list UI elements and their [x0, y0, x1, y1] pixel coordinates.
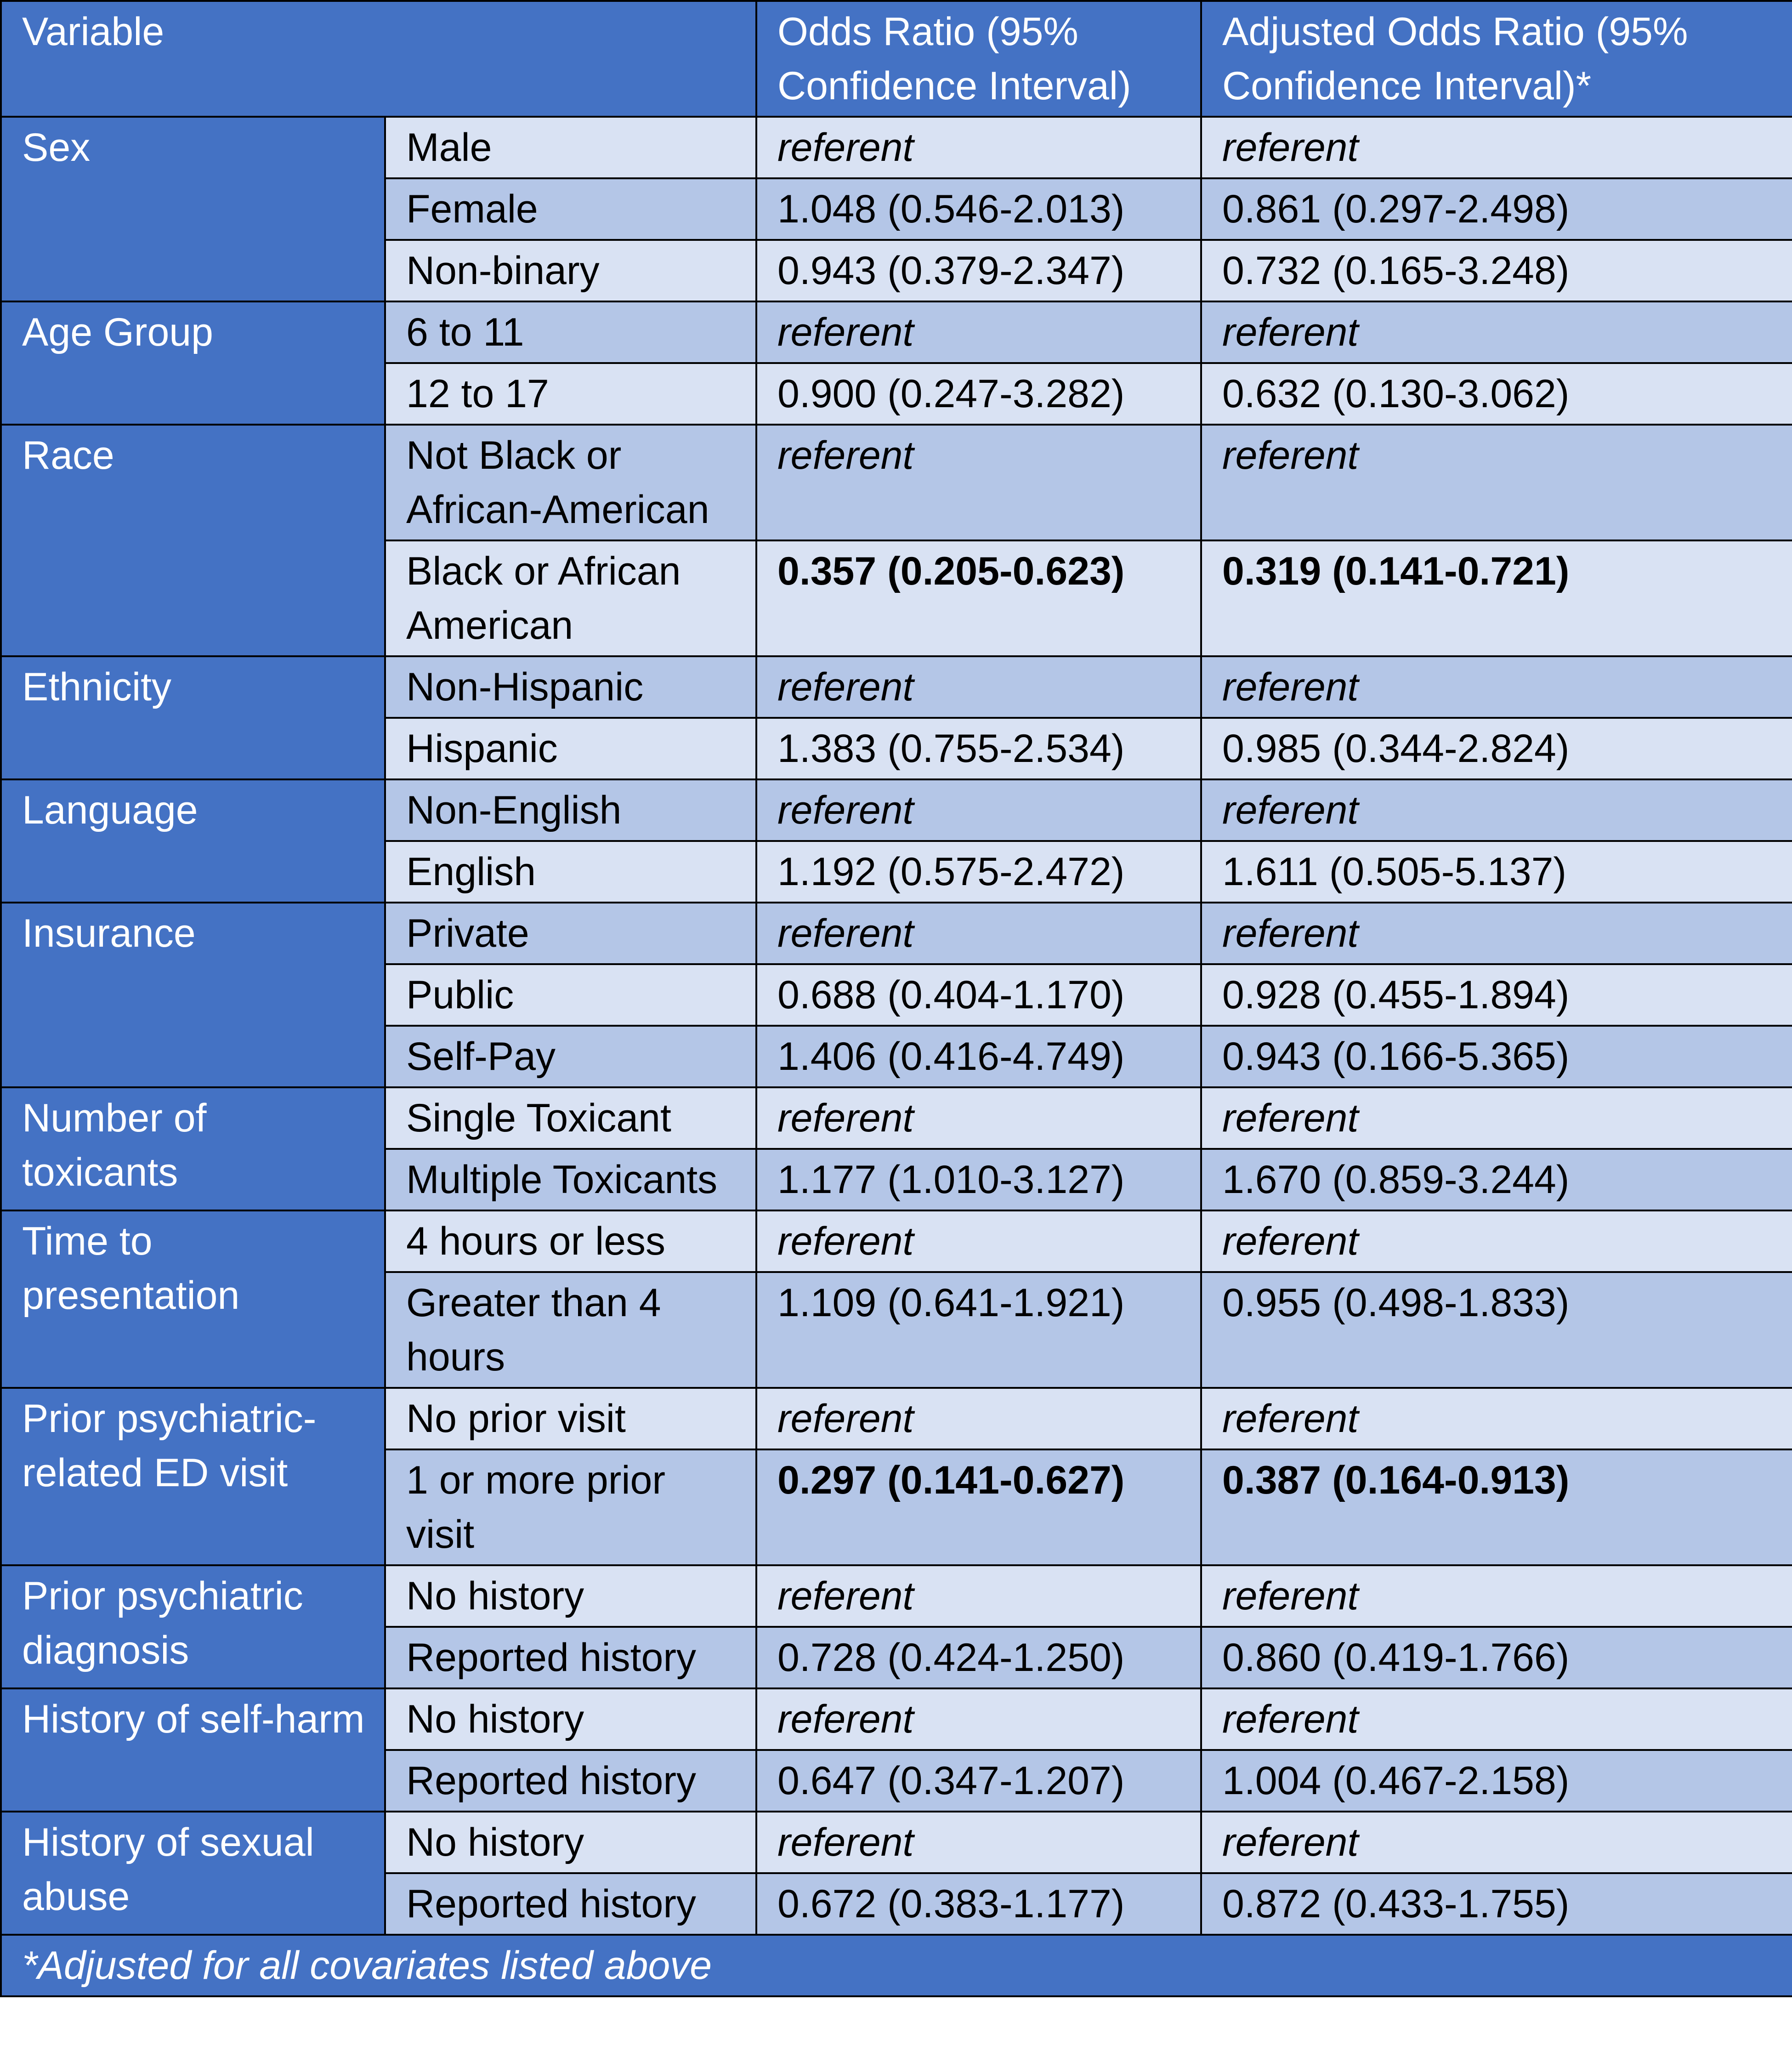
- level-cell: Reported history: [385, 1750, 756, 1812]
- header-row: [1, 1, 1792, 117]
- adjusted-odds-ratio-cell: referent: [1201, 1688, 1792, 1750]
- variable-cell: Time to presentation: [1, 1210, 385, 1388]
- odds-ratio-cell: 0.728 (0.424-1.250): [756, 1627, 1201, 1688]
- level-cell: English: [385, 841, 756, 903]
- adjusted-odds-ratio-cell: 0.860 (0.419-1.766): [1201, 1627, 1792, 1688]
- level-cell: No history: [385, 1565, 756, 1627]
- table-row: [1, 1210, 1792, 1272]
- adjusted-odds-ratio-cell: 0.985 (0.344-2.824): [1201, 718, 1792, 779]
- table-row: [1, 903, 1792, 964]
- odds-ratio-cell: 0.900 (0.247-3.282): [756, 363, 1201, 425]
- adjusted-odds-ratio-cell: 1.611 (0.505-5.137): [1201, 841, 1792, 903]
- odds-ratio-cell: referent: [756, 1812, 1201, 1873]
- adjusted-odds-ratio-cell: referent: [1201, 1812, 1792, 1873]
- footnote: *Adjusted for all covariates listed above: [1, 1935, 1792, 1996]
- level-cell: Private: [385, 903, 756, 964]
- adjusted-odds-ratio-cell: referent: [1201, 425, 1792, 540]
- adjusted-odds-ratio-cell: 0.632 (0.130-3.062): [1201, 363, 1792, 425]
- level-cell: Public: [385, 964, 756, 1026]
- variable-cell: Language: [1, 779, 385, 903]
- level-cell: Hispanic: [385, 718, 756, 779]
- table-row: [1, 779, 1792, 841]
- level-cell: Not Black or African-American: [385, 425, 756, 540]
- adjusted-odds-ratio-cell: 0.319 (0.141-0.721): [1201, 540, 1792, 656]
- table-row: [1, 656, 1792, 718]
- level-cell: Greater than 4 hours: [385, 1272, 756, 1388]
- variable-cell: Age Group: [1, 301, 385, 425]
- variable-cell: History of sexual abuse: [1, 1812, 385, 1935]
- level-cell: Non-binary: [385, 240, 756, 301]
- variable-cell: Race: [1, 425, 385, 656]
- table-row: [1, 1388, 1792, 1449]
- odds-ratio-cell: referent: [756, 425, 1201, 540]
- level-cell: Reported history: [385, 1627, 756, 1688]
- odds-ratio-cell: referent: [756, 656, 1201, 718]
- header-odds-ratio: Odds Ratio (95% Confidence Interval): [756, 1, 1201, 117]
- adjusted-odds-ratio-cell: referent: [1201, 656, 1792, 718]
- level-cell: Black or African American: [385, 540, 756, 656]
- level-cell: Non-Hispanic: [385, 656, 756, 718]
- table-row: [1, 1812, 1792, 1873]
- adjusted-odds-ratio-cell: referent: [1201, 1087, 1792, 1149]
- odds-ratio-cell: referent: [756, 1688, 1201, 1750]
- adjusted-odds-ratio-cell: 0.955 (0.498-1.833): [1201, 1272, 1792, 1388]
- level-cell: Self-Pay: [385, 1026, 756, 1087]
- odds-ratio-cell: 1.048 (0.546-2.013): [756, 178, 1201, 240]
- table-row: [1, 425, 1792, 540]
- odds-ratio-cell: referent: [756, 1210, 1201, 1272]
- table-row: [1, 301, 1792, 363]
- level-cell: Male: [385, 117, 756, 178]
- level-cell: No history: [385, 1812, 756, 1873]
- adjusted-odds-ratio-cell: 1.670 (0.859-3.244): [1201, 1149, 1792, 1210]
- level-cell: Non-English: [385, 779, 756, 841]
- variable-cell: Prior psychiatric-related ED visit: [1, 1388, 385, 1565]
- level-cell: 6 to 11: [385, 301, 756, 363]
- odds-ratio-cell: 0.672 (0.383-1.177): [756, 1873, 1201, 1935]
- table-row: [1, 1087, 1792, 1149]
- level-cell: Female: [385, 178, 756, 240]
- variable-cell: Sex: [1, 117, 385, 301]
- table-row: [1, 117, 1792, 178]
- level-cell: Reported history: [385, 1873, 756, 1935]
- adjusted-odds-ratio-cell: 0.928 (0.455-1.894): [1201, 964, 1792, 1026]
- adjusted-odds-ratio-cell: referent: [1201, 1210, 1792, 1272]
- header-adjusted-odds-ratio: Adjusted Odds Ratio (95% Confidence Interval)*: [1201, 1, 1792, 117]
- table-row: [1, 1688, 1792, 1750]
- variable-cell: History of self-harm: [1, 1688, 385, 1812]
- odds-ratio-cell: referent: [756, 1087, 1201, 1149]
- variable-cell: Ethnicity: [1, 656, 385, 779]
- adjusted-odds-ratio-cell: referent: [1201, 117, 1792, 178]
- adjusted-odds-ratio-cell: referent: [1201, 301, 1792, 363]
- level-cell: No history: [385, 1688, 756, 1750]
- level-cell: No prior visit: [385, 1388, 756, 1449]
- odds-ratio-cell: 0.647 (0.347-1.207): [756, 1750, 1201, 1812]
- header-variable: Variable: [1, 1, 756, 117]
- variable-cell: Prior psychiatric diagnosis: [1, 1565, 385, 1688]
- variable-cell: Insurance: [1, 903, 385, 1087]
- odds-ratio-cell: referent: [756, 779, 1201, 841]
- odds-ratio-cell: 1.192 (0.575-2.472): [756, 841, 1201, 903]
- odds-ratio-cell: 1.109 (0.641-1.921): [756, 1272, 1201, 1388]
- variable-cell: Number of toxicants: [1, 1087, 385, 1210]
- odds-ratio-cell: 0.357 (0.205-0.623): [756, 540, 1201, 656]
- adjusted-odds-ratio-cell: 0.732 (0.165-3.248): [1201, 240, 1792, 301]
- odds-ratio-cell: referent: [756, 1565, 1201, 1627]
- level-cell: 4 hours or less: [385, 1210, 756, 1272]
- adjusted-odds-ratio-cell: referent: [1201, 1565, 1792, 1627]
- adjusted-odds-ratio-cell: 0.387 (0.164-0.913): [1201, 1449, 1792, 1565]
- odds-ratio-cell: 0.297 (0.141-0.627): [756, 1449, 1201, 1565]
- level-cell: 12 to 17: [385, 363, 756, 425]
- odds-ratio-cell: referent: [756, 301, 1201, 363]
- odds-ratio-cell: 0.943 (0.379-2.347): [756, 240, 1201, 301]
- level-cell: Multiple Toxicants: [385, 1149, 756, 1210]
- odds-ratio-cell: 0.688 (0.404-1.170): [756, 964, 1201, 1026]
- odds-ratio-cell: referent: [756, 1388, 1201, 1449]
- adjusted-odds-ratio-cell: 0.861 (0.297-2.498): [1201, 178, 1792, 240]
- adjusted-odds-ratio-cell: referent: [1201, 903, 1792, 964]
- footnote-row: [1, 1935, 1792, 1996]
- adjusted-odds-ratio-cell: 1.004 (0.467-2.158): [1201, 1750, 1792, 1812]
- odds-ratio-cell: referent: [756, 117, 1201, 178]
- odds-ratio-cell: 1.177 (1.010-3.127): [756, 1149, 1201, 1210]
- odds-ratio-cell: referent: [756, 903, 1201, 964]
- level-cell: 1 or more prior visit: [385, 1449, 756, 1565]
- adjusted-odds-ratio-cell: referent: [1201, 1388, 1792, 1449]
- table-row: [1, 1565, 1792, 1627]
- odds-ratio-cell: 1.383 (0.755-2.534): [756, 718, 1201, 779]
- adjusted-odds-ratio-cell: 0.872 (0.433-1.755): [1201, 1873, 1792, 1935]
- level-cell: Single Toxicant: [385, 1087, 756, 1149]
- adjusted-odds-ratio-cell: 0.943 (0.166-5.365): [1201, 1026, 1792, 1087]
- odds-ratio-cell: 1.406 (0.416-4.749): [756, 1026, 1201, 1087]
- adjusted-odds-ratio-cell: referent: [1201, 779, 1792, 841]
